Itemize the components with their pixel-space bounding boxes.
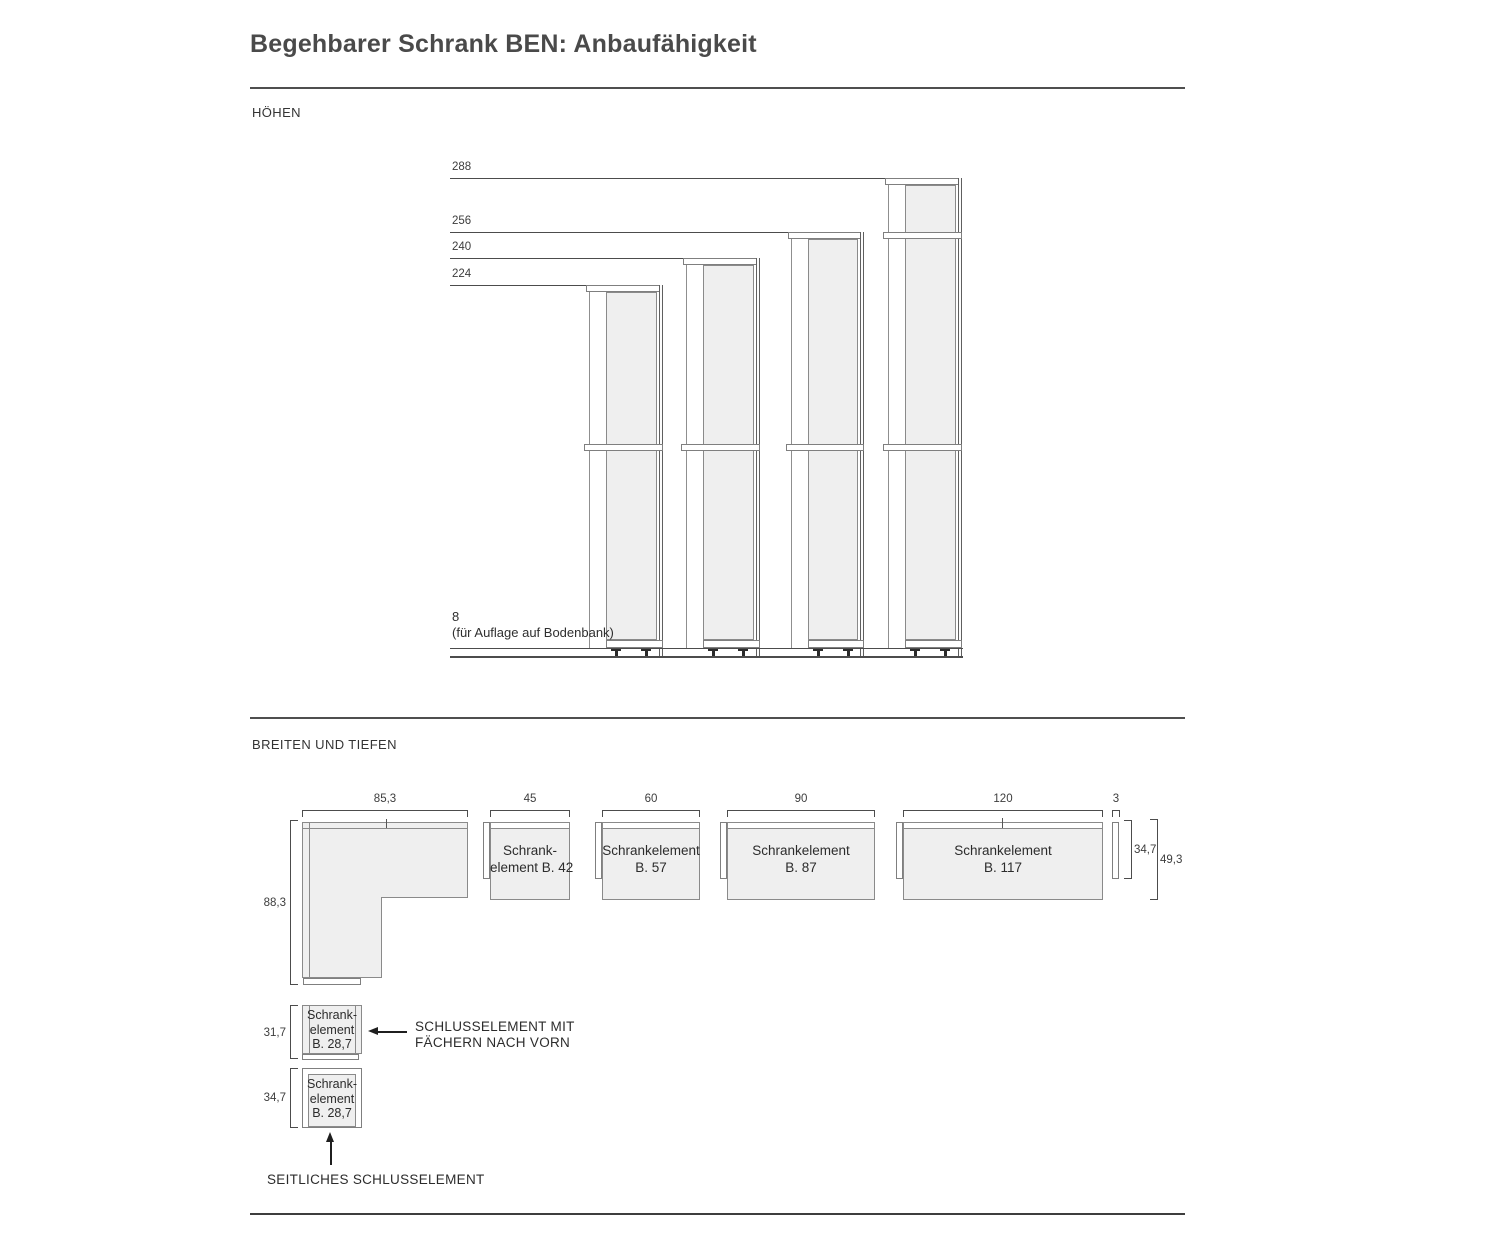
cabinet-side-panel (905, 185, 956, 640)
cabinet-back-edge (659, 285, 663, 656)
cabinet-back-edge (958, 178, 962, 656)
closing-label-line1: Schrank- (306, 1077, 358, 1091)
leveling-foot (843, 648, 853, 656)
closing-label-line3: B. 28,7 (312, 1037, 352, 1051)
cabinet-upper-shelf (883, 232, 962, 239)
height-dim-label-288: 288 (452, 161, 472, 173)
depth-bracket-sidepanel (1124, 820, 1132, 879)
element-label-line2: element B. 42 (490, 859, 574, 875)
height-dim-label-256: 256 (452, 215, 472, 227)
element-label-line2: B. 87 (785, 859, 817, 875)
width-bracket-corner (302, 810, 468, 817)
page-title: Begehbarer Schrank BEN: Anbaufähigkeit (250, 30, 757, 58)
section-heading-widths: BREITEN UND TIEFEN (252, 737, 397, 752)
height-dim-line-288 (450, 178, 885, 179)
width-label-42: 45 (523, 793, 537, 805)
depth-label-sidepanel: 34,7 (1134, 844, 1157, 856)
section-heading-heights: HÖHEN (252, 105, 301, 120)
element-top-strip (904, 823, 1102, 829)
element-side-strip (483, 822, 490, 879)
element-label-line1: Schrank- (502, 843, 558, 858)
cabinet-side-panel (606, 292, 657, 640)
width-bracket-87 (727, 810, 875, 817)
width-bracket-42 (490, 810, 570, 817)
divider-top (250, 87, 1185, 89)
width-label-87: 90 (794, 793, 808, 805)
closing-label (302, 1008, 362, 1052)
cabinet-front-edge (589, 292, 590, 648)
divider-middle (250, 717, 1185, 719)
cabinet-shelf (883, 444, 962, 451)
element-top-strip (603, 823, 699, 829)
element-side-strip (896, 822, 903, 879)
cabinet-shelf (584, 444, 663, 451)
closing-label-line3: B. 28,7 (312, 1106, 352, 1120)
closing-bottom-strip (302, 1054, 359, 1060)
cabinet-front-edge (686, 265, 687, 648)
leveling-foot (611, 648, 621, 656)
closing-label-line2: element (309, 1022, 355, 1037)
element-label (727, 843, 875, 876)
bench-bottom-line (450, 656, 963, 658)
arrow-up-line (330, 1141, 332, 1165)
leveling-foot (738, 648, 748, 656)
element-label (903, 843, 1103, 876)
element-joint-tick (1002, 818, 1003, 828)
height-dim-line-240 (450, 258, 683, 259)
cabinet-side-panel (808, 239, 858, 640)
leveling-foot (641, 648, 651, 656)
side-panel-plan (1112, 822, 1119, 879)
closing-label (302, 1077, 362, 1121)
base-height-value: 8 (452, 609, 460, 624)
leveling-foot (708, 648, 718, 656)
depth-bracket-overall (1150, 819, 1158, 900)
element-top-strip (728, 823, 874, 829)
corner-body-top (302, 822, 468, 898)
arrow-left-line (377, 1031, 407, 1033)
depth-bracket-closing-side (290, 1068, 298, 1128)
cabinet-bottom-panel (905, 640, 962, 648)
annotation-front-line1: SCHLUSSELEMENT MIT (415, 1019, 575, 1034)
cabinet-top-panel (885, 178, 962, 185)
element-label (602, 843, 700, 876)
leveling-foot (940, 648, 950, 656)
corner-joint-cover (303, 896, 381, 900)
width-bracket-sidepanel (1112, 810, 1120, 817)
cabinet-bottom-panel (606, 640, 663, 648)
depth-bracket-closing-front (290, 1005, 298, 1059)
cabinet-top-panel (586, 285, 663, 292)
annotation-front-line2: FÄCHERN NACH VORN (415, 1035, 571, 1050)
width-label-sidepanel: 3 (1112, 793, 1120, 805)
element-label (490, 843, 574, 876)
cabinet-shelf (786, 444, 864, 451)
leveling-foot (910, 648, 920, 656)
divider-bottom (250, 1213, 1185, 1215)
width-bracket-117 (903, 810, 1103, 817)
height-dim-label-240: 240 (452, 241, 472, 253)
corner-side-strip-line (309, 823, 310, 977)
element-label-line2: B. 57 (635, 859, 667, 875)
cabinet-bottom-panel (703, 640, 760, 648)
element-label-line1: Schrankelement (954, 843, 1052, 858)
depth-label-corner: 88,3 (263, 897, 286, 909)
depth-label-overall: 49,3 (1160, 854, 1183, 866)
width-bracket-57 (602, 810, 700, 817)
annotation-side: SEITLICHES SCHLUSSELEMENT (267, 1172, 485, 1187)
corner-top-strip-line (303, 828, 467, 829)
cabinet-back-edge (756, 258, 760, 656)
cabinet-front-edge (888, 185, 889, 648)
depth-label-closing-front: 31,7 (263, 1027, 286, 1039)
element-side-strip (720, 822, 727, 879)
element-top-strip (491, 823, 569, 829)
cabinet-bottom-panel (808, 640, 864, 648)
width-label-corner: 85,3 (373, 793, 397, 805)
cabinet-shelf (681, 444, 760, 451)
width-label-117: 120 (993, 793, 1013, 805)
cabinet-top-panel (788, 232, 864, 239)
corner-body-leg (302, 898, 382, 978)
element-label-line1: Schrankelement (602, 843, 700, 858)
depth-bracket-corner (290, 820, 298, 985)
corner-joint-tick (386, 819, 387, 828)
leveling-foot (813, 648, 823, 656)
base-height-note: (für Auflage auf Bodenbank) (452, 625, 614, 640)
height-dim-label-224: 224 (452, 268, 472, 280)
element-label-line1: Schrankelement (752, 843, 850, 858)
element-label-line2: B. 117 (983, 859, 1023, 875)
bench-top-line (450, 648, 963, 649)
height-dim-line-224 (450, 285, 586, 286)
height-dim-line-256 (450, 232, 788, 233)
depth-label-closing-side: 34,7 (263, 1092, 286, 1104)
width-label-57: 60 (644, 793, 658, 805)
cabinet-top-panel (683, 258, 760, 265)
closing-label-line1: Schrank- (306, 1008, 358, 1022)
element-side-strip (595, 822, 602, 879)
closing-label-line2: element (309, 1091, 355, 1106)
cabinet-side-panel (703, 265, 754, 640)
corner-bottom-strip (303, 978, 361, 985)
